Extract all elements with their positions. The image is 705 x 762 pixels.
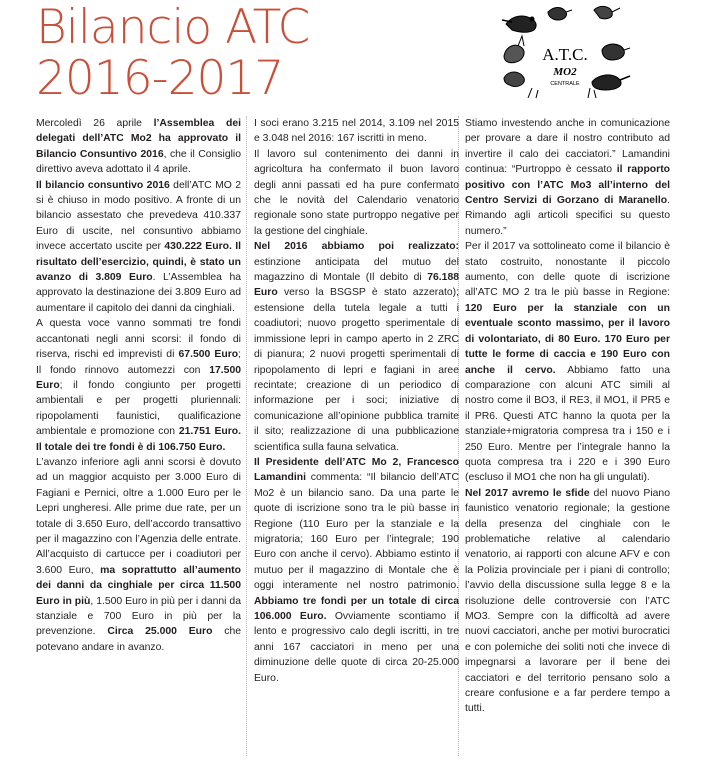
paragraph — [465, 486, 670, 717]
logo-text-sub: CENTRALE — [550, 81, 580, 87]
logo-text-main: A.T.C. — [542, 45, 588, 64]
bold-text: l’Assemblea dei delegati dell’ATC Mo2 ha approvato il Bilancio Consuntivo 2016 — [36, 118, 241, 160]
logo-text-code: MO2 — [553, 66, 577, 78]
atc-logo — [498, 2, 632, 102]
text-run: Ovviamente scontiamo il lento e progressivo calo degli iscritti, in tre anni 167 cacciatori in meno per una diminuzione delle quote di circa 20-25.000 Euro. — [254, 611, 459, 684]
column-divider — [246, 116, 247, 756]
paragraph — [465, 116, 670, 239]
paragraph — [254, 116, 459, 147]
text-run: Il lavoro sul contenimento dei danni in agricoltura ha confermato il buon lavoro degli anni passati ed ha pure confermato che le novità del Calendario venatorio regionale sono state purtroppo negative per la gestione del cinghiale. — [254, 148, 459, 237]
title-line-2: 2016-2017 — [36, 51, 284, 106]
text-run: dell’ATC MO 2 si è chiuso in modo positivo. A fronte di un bilancio assestato che prevedeva 410.337 Euro di uscite, nel consuntivo abbiamo invece accertato uscite per — [36, 179, 241, 253]
paragraph — [254, 147, 459, 239]
text-run: , 1.500 Euro in più per i danni da stanziale e 700 Euro in più per la prevenzione. — [36, 595, 241, 638]
article-column-2 — [254, 116, 459, 756]
page-title — [36, 2, 309, 104]
text-run: L’avanzo inferiore agli anni scorsi è dovuto ad un maggior acquisto per 3.000 Euro di Fagiani e Pernici, oltre a 1.000 Euro per le Lepri ungheresi. Alle prime due rate, per un totale di 3.650 Euro, dell’accordo transattivo per il magazzino con l’Agenzia delle entrate. All’acquisto di cartucce per i coadiutori per 3.600 Euro, — [36, 456, 241, 576]
text-run: verso la BSGSP è stato azzerato); estensione della tutela legale a tutti i coadiutori; nuovo progetto sperimentale di immissione lepri in campo aperto in 2 ZRC di pianura; 2 nuovi progetti sperimentali di ripopolamento di lepri e fagiani in aree recintate; creazione di un periodico di informazione per i soci; iniziative di comunicazione all’opinione pubblica tramite il sito; realizzazione di una pubblicazione scientifica sulla fauna selvatica. — [254, 287, 459, 453]
text-run: Abbiamo fatto una comparazione con alcuni ATC simili al nostro come il BO3, il RE3, il MO1, il PR5 e il PR6. Questi ATC hanno la quota per la stanziale+migratoria compresa tra i 150 e i 250 Euro. Mentre per l’integrale hanno la quota compresa tra i 220 e i 390 Euro (escluso il MO1 che non ha gli ungulati). — [465, 364, 670, 484]
paragraph — [254, 239, 459, 455]
title-line-1: Bilancio ATC — [36, 0, 310, 55]
bold-text: 76.188 Euro — [254, 272, 459, 299]
article-column-1 — [36, 116, 241, 756]
atc-logo-image — [498, 2, 632, 102]
bold-text: Nel 2017 avremo le sfide — [465, 487, 590, 499]
bold-text: 17.500 Euro — [36, 364, 241, 391]
text-run: ; il fondo congiunto per progetti ambientali e per progetti pluriennali: ripopolamenti faunistici, qualificazione ambientale e promozione con — [36, 379, 241, 438]
text-run: . L’Assemblea ha approvato la destinazione dei 3.809 Euro ad aumentare il capitolo dei danni da cinghiali. — [36, 272, 241, 314]
text-run: , che il Consiglio direttivo aveva adottato il 4 aprile. — [36, 148, 241, 176]
bold-text: 430.222 Euro. Il risultato dell’esercizio, quindi, è stato un avanzo di 3.809 Euro — [36, 241, 241, 284]
text-run: A questa voce vanno sommati tre fondi accantonati negli anni scorsi: il fondo di riserva, rischi ed imprevisti di — [36, 318, 241, 361]
bold-text: Abbiamo tre fondi per un totale di circa 106.000 Euro. — [254, 595, 459, 622]
bold-text: Circa 25.000 Euro — [107, 626, 213, 638]
text-run: Mercoledì 26 aprile — [36, 118, 154, 129]
text-run: Stiamo investendo anche in comunicazione per provare a dare il nostro contributo ad invertire il calo dei cacciatori.” Lamandini continua: “Purtroppo è cessato — [465, 118, 670, 176]
text-run: che potevano andare in avanzo. — [36, 626, 241, 653]
bold-text: 120 Euro per la stanziale con un eventuale sconto massimo, per il lavoro di volontariato, di 80 Euro. 170 Euro per tutte le forme di caccia e 190 Euro con anche il cervo. — [465, 302, 670, 376]
text-run: Per il 2017 va sottolineato come il bilancio è stato costruito, nonostante il piccolo aumento, con delle quote di iscrizione all’ATC MO 2 tra le più basse in Regione: — [465, 241, 670, 299]
text-run: I soci erano 3.215 nel 2014, 3.109 nel 2015 e 3.048 nel 2016: 167 iscritti in meno. — [254, 118, 459, 145]
bold-text: 21.751 Euro. Il totale dei tre fondi è di 106.750 Euro. — [36, 426, 241, 453]
article-column-3 — [465, 116, 670, 756]
text-run: estinzione anticipata del mutuo del magazzino di Montale (Il debito di — [254, 256, 459, 284]
paragraph — [36, 455, 241, 655]
bold-text: il rapporto positivo con l’ATC Mo3 all’interno del Centro Servizi di Gorzano di Maranello — [465, 164, 670, 207]
paragraph — [465, 239, 670, 486]
text-run: del nuovo Piano faunistico venatorio regionale; la gestione della presenza del cinghiale con le problematiche relative al calendario venatorio, ai rapporti con alcune AFV e con la Polizia provinciale per i piani di controllo; l’avvio della discussione sulla legge 8 e la risoluzione delle controversie con l’ATC MO3. Sempre con la difficoltà ad avere nuovi cacciatori, anche per motivi burocratici e con polemiche dei soliti noti che invece di impegnarsi a lavorare per il bene dei cacciatori e del territorio pensano solo a creare confusione e a far perdere tempo a tutti. — [465, 487, 670, 715]
text-run: ; Il fondo rinnovo automezzi con — [36, 349, 241, 376]
paragraph — [254, 455, 459, 686]
text-run: commenta: “Il bilancio dell’ATC Mo2 è un bilancio sano. Da una parte le quote di iscrizione sono tra le più basse in Regione (110 Euro per la stanziale e la migratoria; 160 Euro per l’integrale; 190 Euro con anche il cervo). Abbiamo estinto il mutuo per il magazzino di Montale che è oggi interamente nel nostro patrimonio. — [254, 472, 459, 592]
bold-text: 67.500 Euro — [178, 349, 239, 361]
text-run: . Rimando agli articoli specifici su questo numero.” — [465, 195, 670, 237]
bold-text: Nel 2016 abbiamo poi realizzato: — [254, 241, 459, 253]
bold-text: ma soprattutto all’aumento dei danni da cinghiale per circa 11.500 Euro in più — [36, 564, 241, 607]
bold-text: Il Presidente dell’ATC Mo 2, Francesco Lamandini — [254, 456, 459, 484]
bold-text: Il bilancio consuntivo 2016 — [36, 179, 170, 191]
paragraph — [36, 178, 241, 317]
paragraph — [36, 116, 241, 178]
paragraph — [36, 316, 241, 455]
